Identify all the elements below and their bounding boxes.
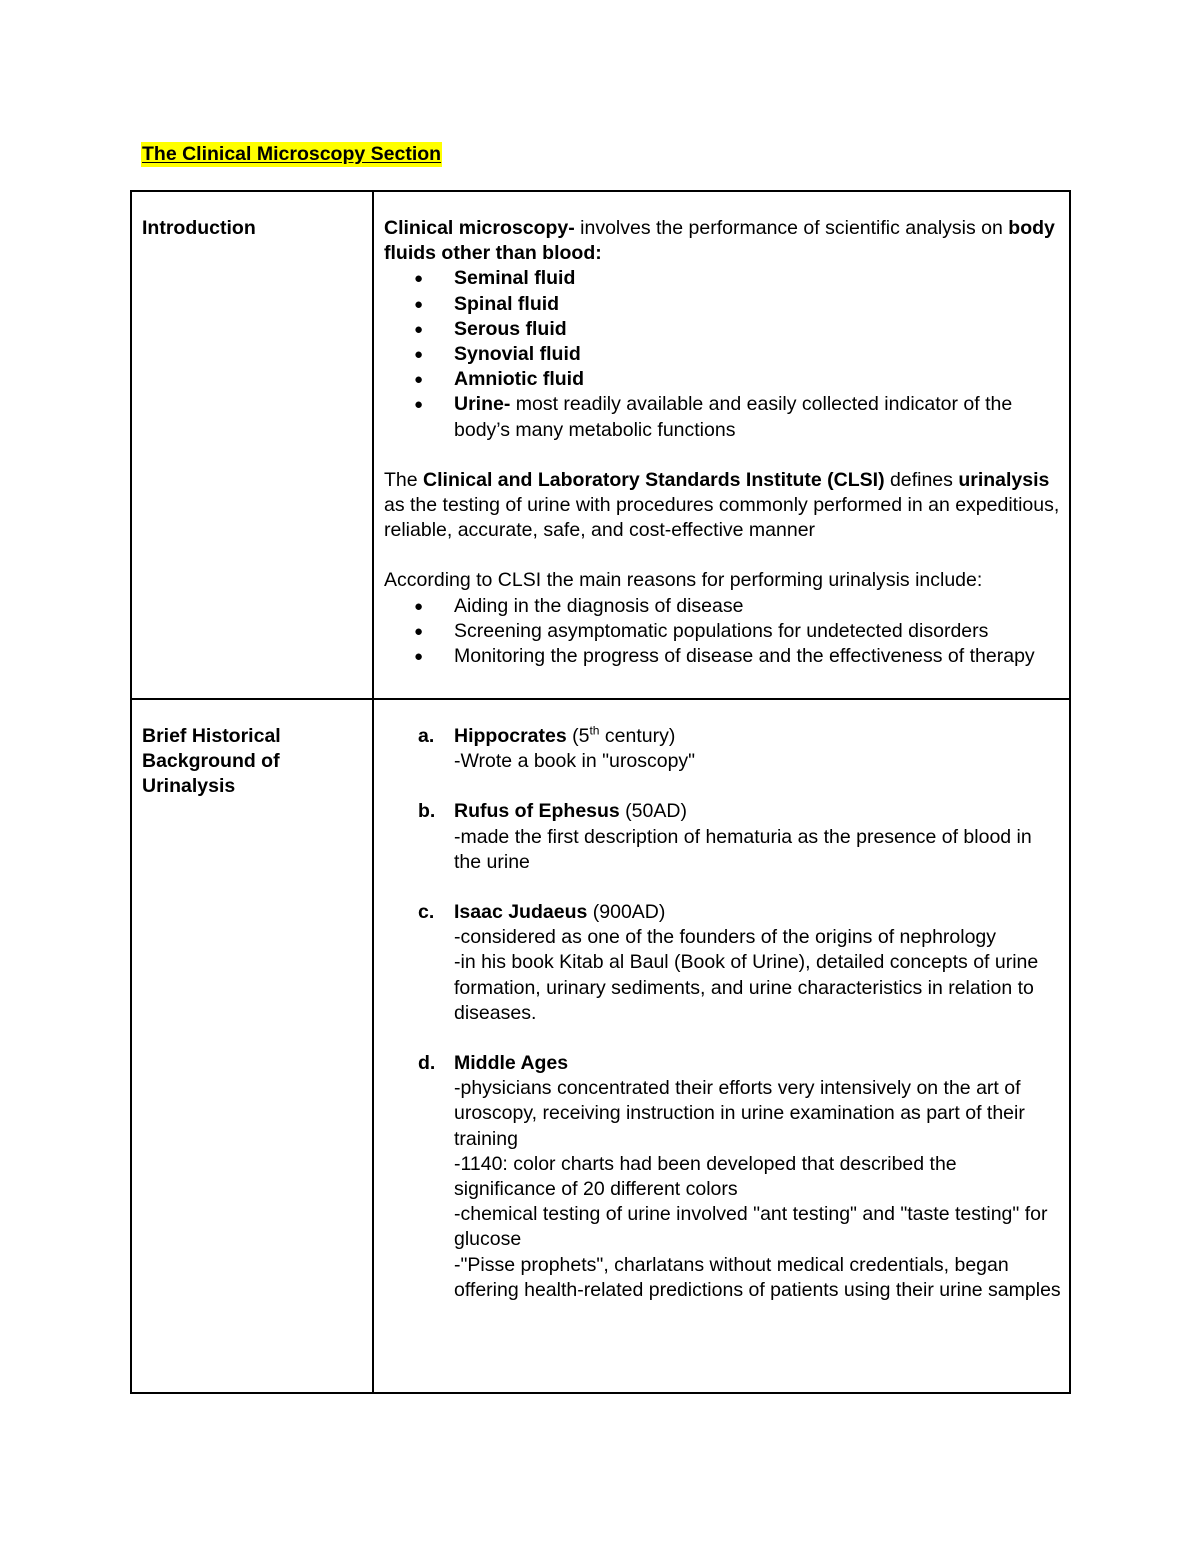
bullet-icon: ● xyxy=(414,346,424,364)
content-table xyxy=(130,190,1071,1394)
row-label: Brief Historical Background of Urinalysis xyxy=(142,725,281,798)
row-label-cell xyxy=(131,699,373,1393)
list-item: ● Seminal fluid xyxy=(414,267,576,290)
bullet-icon: ● xyxy=(414,371,424,389)
fluid-list xyxy=(384,266,1063,442)
intro-content-cell xyxy=(373,191,1070,699)
definition-text: involves the performance of scientific analysis on xyxy=(574,217,1009,239)
page-title: The Clinical Microscopy Section xyxy=(142,143,442,165)
list-item: d. Middle Ages -physicians concentrated their efforts very intensively on the art of uroscopy, receiving instruction in urine examination as part of their training -1140: color charts had been developed that described the significance of 20 different colors -chemical testing of urine involved "ant testing" and "taste testing" for glucose -"Pisse prophets", charlatans without medical credentials, began offering health-related predictions of patients using their urine samples xyxy=(418,1052,1061,1301)
list-item: ● Urine- most readily available and easily collected indicator of the body’s many metabolic functions xyxy=(414,393,1013,441)
list-marker: b. xyxy=(418,800,436,823)
list-item: ● Monitoring the progress of disease and the effectiveness of therapy xyxy=(414,645,1035,668)
definition-paragraph xyxy=(384,216,1063,266)
row-label: Introduction xyxy=(142,217,256,239)
reasons-list xyxy=(384,594,1063,670)
list-item: b. Rufus of Ephesus (50AD) -made the first description of hematuria as the presence of blood in the urine xyxy=(418,800,1032,873)
list-item: ● Screening asymptomatic populations for undetected disorders xyxy=(414,619,989,642)
definition-term: Clinical microscopy- xyxy=(384,217,575,239)
list-item: c. Isaac Judaeus (900AD) -considered as one of the founders of the origins of nephrology -in his book Kitab al Baul (Book of Urine), detailed concepts of urine formation, urinary sediments, and urine characteristics in relation to diseases. xyxy=(418,901,1039,1024)
row-label-cell xyxy=(131,191,373,699)
list-item: ● Spinal fluid xyxy=(414,292,560,315)
reasons-intro: According to CLSI the main reasons for performing urinalysis include: xyxy=(384,569,983,592)
table-row xyxy=(131,191,1070,699)
bullet-icon: ● xyxy=(414,295,424,313)
clsi-paragraph: The Clinical and Laboratory Standards Institute (CLSI) defines urinalysis as the testing of urine with procedures commonly performed in an expeditious, reliable, accurate, safe, and cost-effective manner xyxy=(384,468,1060,542)
list-item: ● Synovial fluid xyxy=(414,343,581,366)
history-list xyxy=(384,724,1063,1303)
list-item: ● Aiding in the diagnosis of disease xyxy=(414,594,744,617)
definition-bold: body fluids other than blood: xyxy=(384,217,1055,265)
list-marker: c. xyxy=(418,901,435,924)
list-item: ● Serous fluid xyxy=(414,317,567,340)
bullet-icon: ● xyxy=(414,320,424,338)
list-item: a. Hippocrates (5th century) -Wrote a book in "uroscopy" xyxy=(418,723,696,773)
bullet-icon: ● xyxy=(414,396,424,414)
list-marker: d. xyxy=(418,1052,436,1075)
history-content-cell xyxy=(373,699,1070,1393)
bullet-icon: ● xyxy=(414,622,424,640)
table-row xyxy=(131,699,1070,1393)
bullet-icon: ● xyxy=(414,648,424,666)
bullet-icon: ● xyxy=(414,597,424,615)
list-marker: a. xyxy=(418,725,435,747)
bullet-icon: ● xyxy=(414,270,424,288)
list-item: ● Amniotic fluid xyxy=(414,368,584,391)
